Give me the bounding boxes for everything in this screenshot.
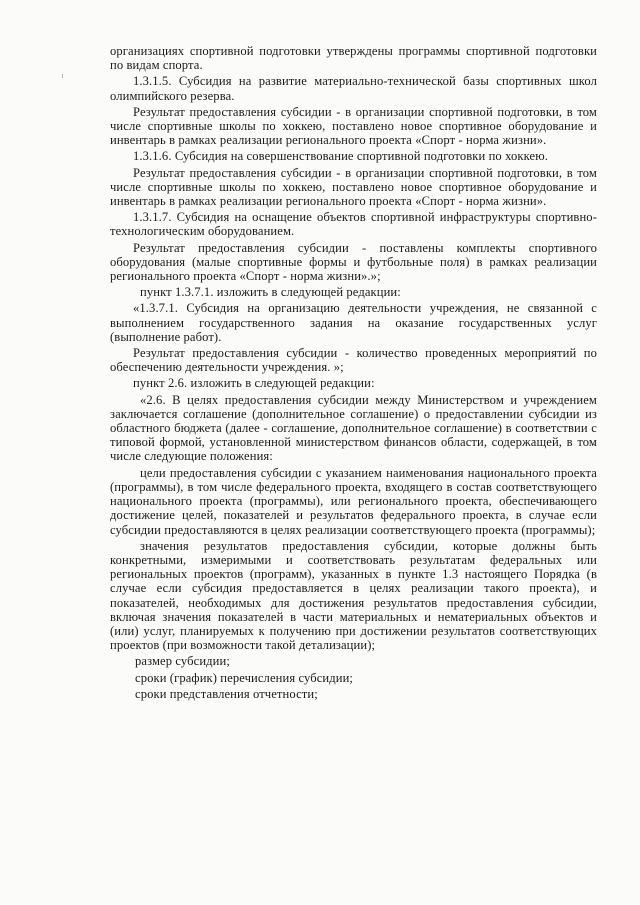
scan-margin-mark xyxy=(62,74,63,78)
list-item-subsidy-size: размер субсидии; xyxy=(135,654,230,669)
paragraph-clause-2-6: «2.6. В целях предоставления субсидии между Министерством и учреждением заключается соглашение (дополнительное соглашение) о предоставлении субсидии из областного бюджета (далее - соглашение, дополнительное соглашение) в соответствии с типовой формой, установленной министерством финансов области, содержащей, в том числе следующие положения: xyxy=(110,392,597,464)
paragraph-result-1-3-7-1: Результат предоставления субсидии - количество проведенных мероприятий по обеспечению деятельности учреждения. »; xyxy=(110,346,597,375)
list-item-transfer-schedule: сроки (график) перечисления субсидии; xyxy=(135,670,354,685)
paragraph-amend-1-3-7-1: пункт 1.3.7.1. изложить в следующей редакции: xyxy=(140,285,401,300)
paragraph-result-1-3-1-5: Результат предоставления субсидии - в организации спортивной подготовки, в том числе спортивные школы по хоккею, поставлено новое спортивное оборудование и инвентарь в рамках реализации регионального проекта «Спорт - норма жизни». xyxy=(110,104,597,148)
paragraph-clause-1-3-7-1: «1.3.7.1. Субсидия на организацию деятельности учреждения, не связанной с выполнением государственного задания на оказание государственных услуг (выполнение работ). xyxy=(110,301,597,344)
paragraph-clause-1-3-1-6: 1.3.1.6. Субсидия на совершенствование спортивной подготовки по хоккею. xyxy=(133,149,548,164)
list-item-goals: цели предоставления субсидии с указанием наименования национального проекта (программы), в том числе федерального проекта, входящего в состав соответствующего национального проекта (программы), или регионального проекта, обеспечивающего достижение целей, показателей и результатов федерального проекта, в случае если субсидии предоставляются в целях реализации соответствующего проекта (программы); xyxy=(110,465,597,537)
list-item-results-values: значения результатов предоставления субсидии, которые должны быть конкретными, измеримыми и соответствовать результатам федеральных или региональных проектов (программ), указанных в пункте 1.3 настоящего Порядка (в случае если субсидия предоставляется в целях реализации такого проекта), и показателей, необходимых для достижения результатов предоставления субсидии, включая значения показателей в части материальных и нематериальных объектов и (или) услуг, планируемых к получению при достижении результатов соответствующих проектов (при возможности такой детализации); xyxy=(110,538,597,653)
list-item-reporting-deadlines: сроки представления отчетности; xyxy=(135,686,318,701)
paragraph-result-1-3-1-7: Результат предоставления субсидии - поставлены комплекты спортивного оборудования (малые спортивные формы и футбольные поля) в рамках реализации регионального проекта «Спорт - норма жизни».»; xyxy=(110,240,597,284)
paragraph-result-1-3-1-6: Результат предоставления субсидии - в организации спортивной подготовки, в том числе спортивные школы по хоккею, поставлено новое спортивное оборудование и инвентарь в рамках реализации регионального проекта «Спорт - норма жизни». xyxy=(110,165,597,209)
paragraph-clause-1-3-1-5: 1.3.1.5. Субсидия на развитие материально-технической базы спортивных школ олимпийского резерва. xyxy=(110,74,597,103)
paragraph-clause-1-3-1-7: 1.3.1.7. Субсидия на оснащение объектов спортивной инфраструктуры спортивно-технологическим оборудованием. xyxy=(110,210,597,239)
document-body xyxy=(110,44,597,703)
paragraph-continuation: организациях спортивной подготовки утверждены программы спортивной подготовки по видам спорта. xyxy=(110,44,597,73)
paragraph-amend-2-6: пункт 2.6. изложить в следующей редакции: xyxy=(133,376,375,391)
